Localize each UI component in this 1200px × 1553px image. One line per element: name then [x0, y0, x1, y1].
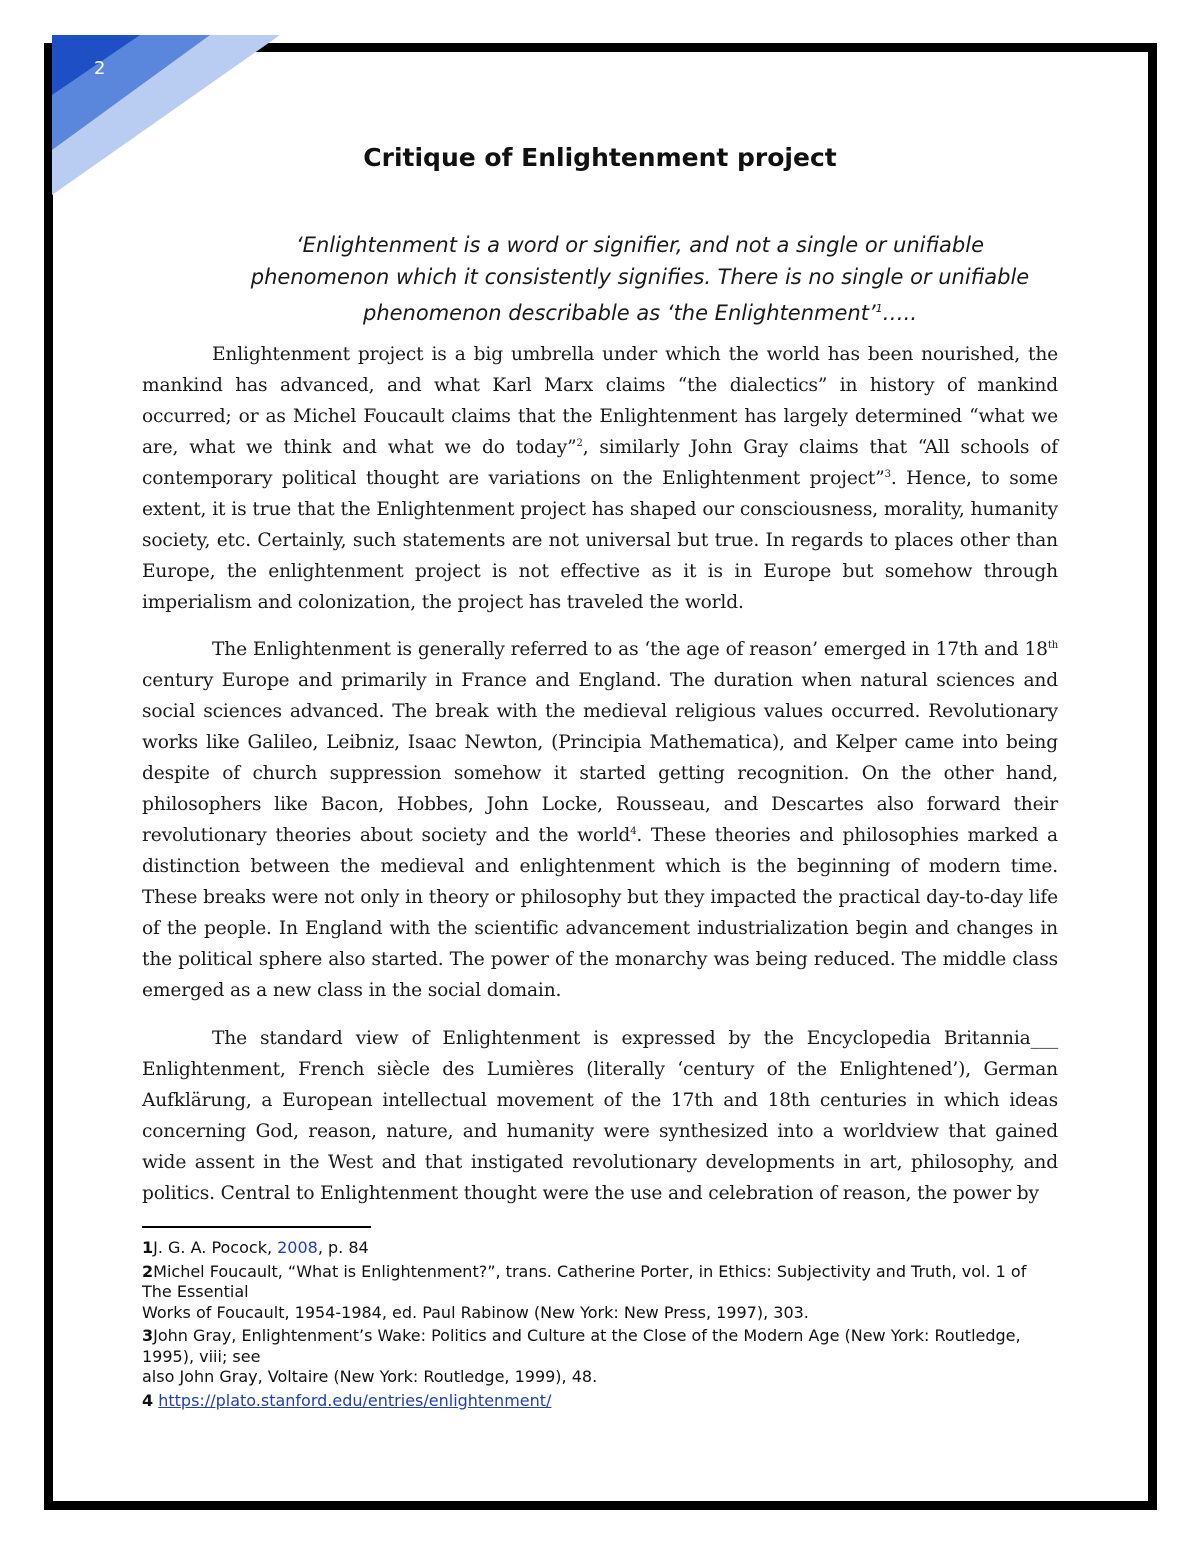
paragraph-1 — [142, 339, 1058, 618]
footnote-1 — [142, 1238, 1052, 1259]
epigraph-quote — [236, 229, 1044, 329]
footnote-4 — [142, 1391, 1052, 1412]
page-number: 2 — [94, 58, 106, 79]
footnote-text: John Gray, Enlightenment’s Wake: Politics and Culture at the Close of the Modern Age (New York: Routledge, 1995), viii; see — [142, 1326, 1021, 1366]
footnote-number: 1 — [142, 1238, 154, 1257]
paragraph-text: Enlightenment project is a big umbrella under which the world has been nourished, the mankind has advanced, and what Karl Marx claims “the dialectics” in history of mankind occurred; or as Michel Foucault claims that the Enlightenment has largely determined “what we are, what we think and what we do today” — [142, 344, 1058, 458]
footnote-ref-3[interactable]: 3 — [884, 468, 891, 480]
footnote-3 — [142, 1326, 1052, 1388]
footnote-url-link[interactable]: https://plato.stanford.edu/entries/enlightenment/ — [158, 1390, 552, 1410]
footnote-text: Michel Foucault, “What is Enlightenment?”, trans. Catherine Porter, in Ethics: Subjectivity and Truth, vol. 1 of The Essential — [142, 1261, 1027, 1301]
paragraph-2 — [142, 634, 1058, 1006]
footnote-ref-1[interactable]: 1 — [875, 302, 883, 315]
footnote-separator — [142, 1226, 371, 1228]
paragraph-text: century Europe and primarily in France and England. The duration when natural sciences and social sciences advanced. The break with the medieval religious values occurred. Revolutionary works like Galileo, Leibniz, Isaac Newton, (Principia Mathematica), and Kelper came into being despite of church suppression somehow it started getting recognition. On the other hand, philosophers like Bacon, Hobbes, John Locke, Rousseau, and Descartes also forward their revolutionary theories about society and the world — [142, 670, 1058, 846]
document-title: Critique of Enlightenment project — [363, 143, 837, 172]
paragraph-text: The Enlightenment is generally referred to as ‘the age of reason’ emerged in 17th and 18 — [212, 639, 1048, 660]
paragraph-text: . These theories and philosophies marked a distinction between the medieval and enlightenment which is the beginning of modern time. These breaks were not only in theory or philosophy but they impacted the practical day-to-day life of the people. In England with the scientific advancement industrialization begin and changes in the political sphere also started. The power of the monarchy was being reduced. The middle class emerged as a new class in the social domain. — [142, 825, 1058, 1001]
ellipsis-icon: ….. — [882, 301, 917, 325]
footnote-ref-2[interactable]: 2 — [576, 437, 583, 449]
paragraph-3 — [142, 1023, 1058, 1209]
footnote-number: 2 — [142, 1261, 154, 1281]
footnote-number: 4 — [142, 1390, 154, 1410]
paragraph-text: , similarly John Gray claims that “All schools of contemporary political thought are variations on the Enlightenment project” — [142, 437, 1058, 489]
quote-text: ‘Enlightenment is a word or signifier, and not a single or unifiable phenomenon which it consistently signifies. There is no single or unifiable phenomenon describable as ‘the Enlightenment’ — [250, 233, 1030, 325]
ordinal-suffix: th — [1047, 639, 1058, 651]
footnote-text: also John Gray, Voltaire (New York: Routledge, 1999), 48. — [142, 1367, 598, 1386]
paragraph-text: . Hence, to some extent, it is true that the Enlightenment project has shaped our consciousness, morality, humanity society, etc. Certainly, such statements are not universal but true. In regards to places other than Europe, the enlightenment project is not effective as it is in Europe but somehow through imperialism and colonization, the project has traveled the world. — [142, 468, 1058, 613]
footnote-ref-4[interactable]: 4 — [630, 825, 637, 837]
paragraph-text: The standard view of Enlightenment is expressed by the Encyclopedia Britannia___ Enlightenment, French siècle des Lumières (literally ‘century of the Enlightened’), German Aufklärung, a European intellectual movement of the 17th and 18th centuries in which ideas concerning God, reason, nature, and humanity were synthesized into a worldview that gained wide assent in the West and that instigated revolutionary developments in art, philosophy, and politics. Central to Enlightenment thought were the use and celebration of reason, the power by — [142, 1028, 1058, 1204]
footnote-text: J. G. A. Pocock, — [153, 1238, 278, 1257]
footnote-year-link[interactable]: 2008 — [277, 1238, 318, 1257]
footnote-number: 3 — [142, 1326, 154, 1345]
footnote-text: Works of Foucault, 1954-1984, ed. Paul Rabinow (New York: New Press, 1997), 303. — [142, 1302, 809, 1322]
footnote-2 — [142, 1262, 1052, 1324]
footnotes — [142, 1238, 1052, 1411]
footnote-text: , p. 84 — [317, 1238, 369, 1257]
